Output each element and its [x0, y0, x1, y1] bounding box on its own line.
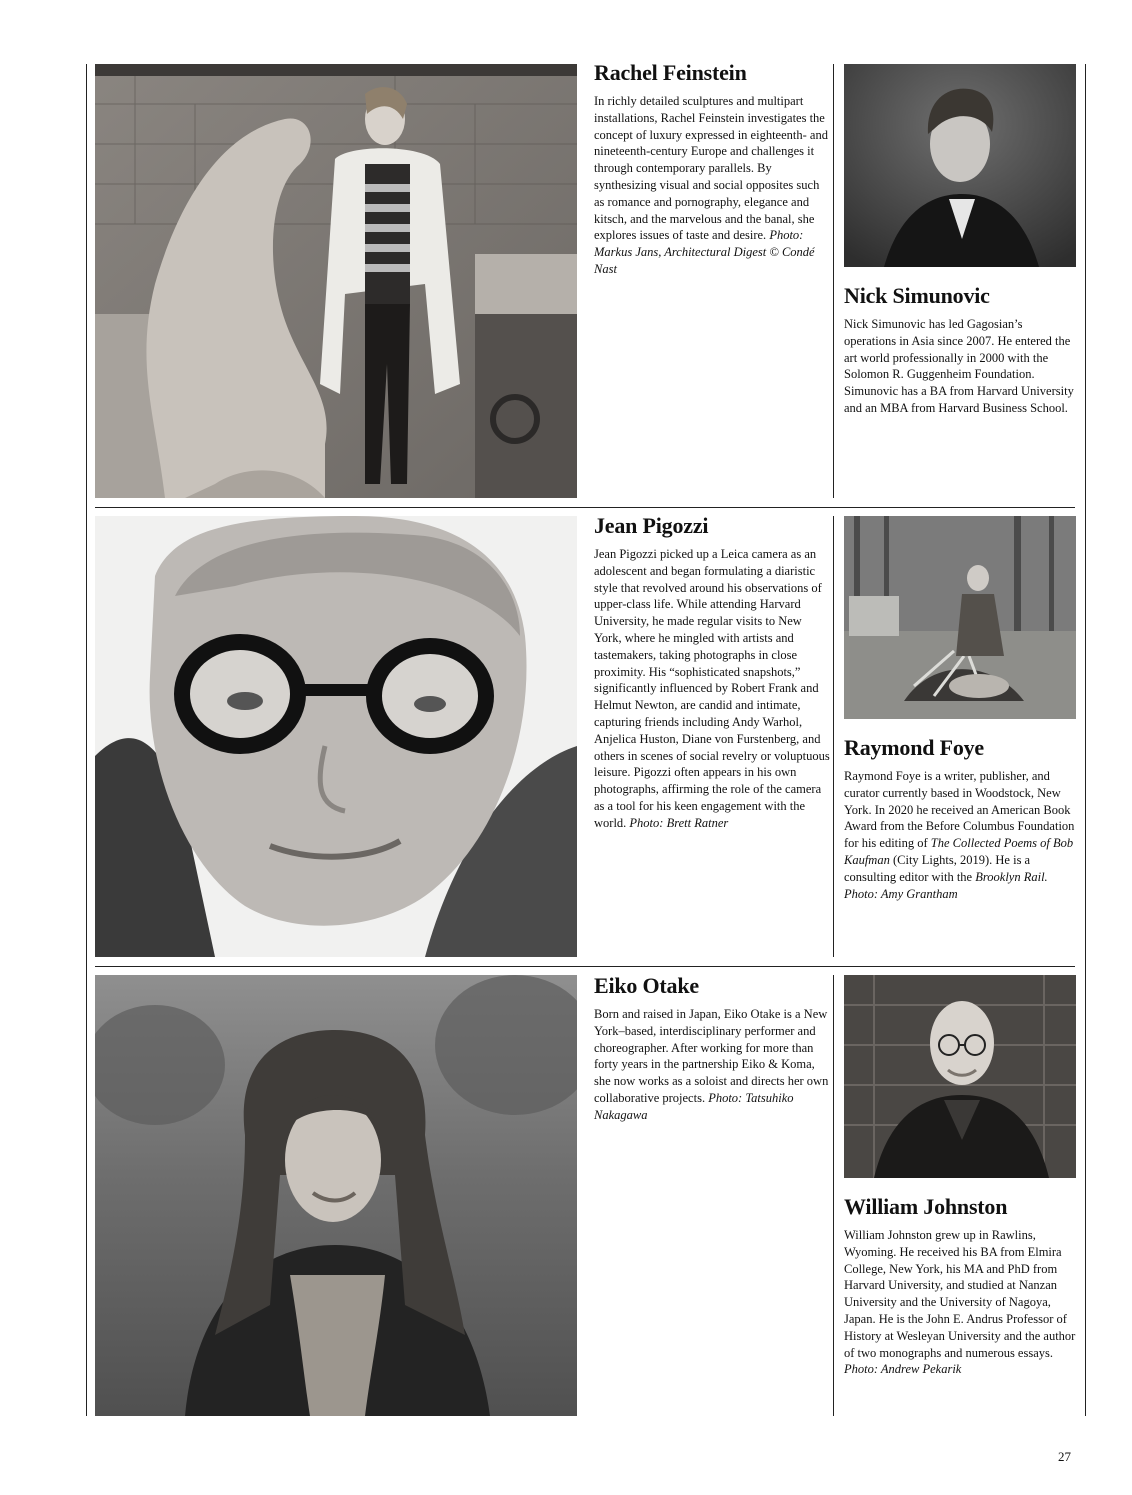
eiko-otake-photo-credit: Photo: Tatsuhiko Nakagawa — [594, 1090, 794, 1122]
row-separator-2 — [95, 966, 1075, 967]
raymond-foye-bio: Raymond Foye is a writer, publisher, and curator currently based in Woodstock, New York. In 2020 he received an American Book Award from the Before Columbus Foundation for his editing of The Collected Poems of Bob Kaufman (City Lights, 2019). He is a consulting editor with the Brooklyn Rail. Photo: Amy Grantham — [844, 769, 1075, 901]
jean-pigozzi-photo-credit: Photo: Brett Ratner — [629, 815, 729, 830]
eiko-otake-bio — [594, 1006, 830, 1124]
page-number: 27 — [1058, 1449, 1071, 1464]
raymond-foye-bio-a: Raymond Foye is a writer, publisher, and curator currently based in Woodstock, New York. In 2020 he received an American Book Award from the Before Columbus Foundation for his editing of — [844, 769, 1075, 851]
rachel-feinstein-photo-credit: Photo: Markus Jans, Architectural Digest © Condé Nast — [594, 228, 815, 276]
rachel-feinstein-photo — [95, 64, 577, 498]
eiko-otake-name: Eiko Otake — [594, 973, 699, 998]
raymond-foye-bio-b: (City Lights, 2019). He is a consulting editor with the — [844, 852, 1031, 884]
william-johnston-name: William Johnston — [844, 1194, 1008, 1219]
rachel-feinstein-bio-text: In richly detailed sculptures and multipart installations, Rachel Feinstein investigates the concept of luxury expressed in eighteenth- and nineteenth-century Europe and challenges it through contemporary parallels. By synthesizing visual and social opposites such as romance and pornography, elegance and kitsch, and the marvelous and the banal, she explores issues of taste and desire. — [594, 94, 828, 243]
raymond-foye-book-title: The Collected Poems of Bob Kaufman — [844, 836, 1074, 867]
jean-pigozzi-bio — [594, 546, 830, 832]
jean-pigozzi-photo — [95, 516, 577, 957]
william-johnston-photo — [844, 975, 1076, 1178]
eiko-otake-photo — [95, 975, 577, 1416]
rachel-feinstein-name: Rachel Feinstein — [594, 60, 747, 85]
william-johnston-bio — [844, 1227, 1076, 1378]
nick-simunovic-photo — [844, 64, 1076, 267]
nick-simunovic-bio-text: Nick Simunovic has led Gagosian’s operations in Asia since 2007. He entered the art world professionally in 2000 with the Solomon R. Guggenheim Foundation. Simunovic has a BA from Harvard University and an MBA from Harvard Business School. — [844, 317, 1074, 415]
william-johnston-bio-text: William Johnston grew up in Rawlins, Wyoming. He received his BA from Elmira College, New York, his MA and PhD from Harvard University, and studied at Nanzan University and the University of Nagoya, Japan. He is the John E. Andrus Professor of History at Wesleyan University and the author of two monographs and numerous essays. — [844, 1228, 1076, 1360]
eiko-otake-bio-text: Born and raised in Japan, Eiko Otake is a New York–based, interdisciplinary performer and choreographer. After working for more than forty years in the partnership Eiko & Koma, she now works as a soloist and directs her own collaborative projects. — [594, 1007, 829, 1105]
divider-row-2 — [833, 516, 834, 957]
raymond-foye-photo-credit: Photo: Amy Grantham — [844, 886, 958, 901]
william-johnston-photo-credit: Photo: Andrew Pekarik — [844, 1362, 962, 1377]
nick-simunovic-name: Nick Simunovic — [844, 283, 990, 308]
right-column-rule — [1085, 64, 1086, 1416]
left-column-rule — [86, 64, 87, 1416]
jean-pigozzi-name: Jean Pigozzi — [594, 513, 709, 538]
divider-row-1 — [833, 64, 834, 498]
divider-row-3 — [833, 975, 834, 1416]
nick-simunovic-bio — [844, 316, 1076, 417]
row-separator-1 — [95, 507, 1075, 508]
raymond-foye-journal: Brooklyn Rail — [975, 869, 1045, 884]
raymond-foye-photo — [844, 516, 1076, 719]
jean-pigozzi-bio-text: Jean Pigozzi picked up a Leica camera as an adolescent and began formulating a diaristic style that revolved around his observations of upper-class life. While attending Harvard University, he made regular visits to New York, where he mingled with artists and tastemakers, taking photographs in close proximity. His “sophisticated snapshots,” significantly influenced by Robert Frank and Helmut Newton, are candid and intimate, capturing friends including Andy Warhol, Anjelica Huston, Diane von Furstenberg, and others in scenes of social revelry or voluptuous leisure. Pigozzi often appears in his own photographs, affirming the role of the camera as a tool for his keen engagement with the world. — [594, 547, 830, 830]
rachel-feinstein-bio — [594, 93, 830, 278]
raymond-foye-name: Raymond Foye — [844, 735, 984, 760]
